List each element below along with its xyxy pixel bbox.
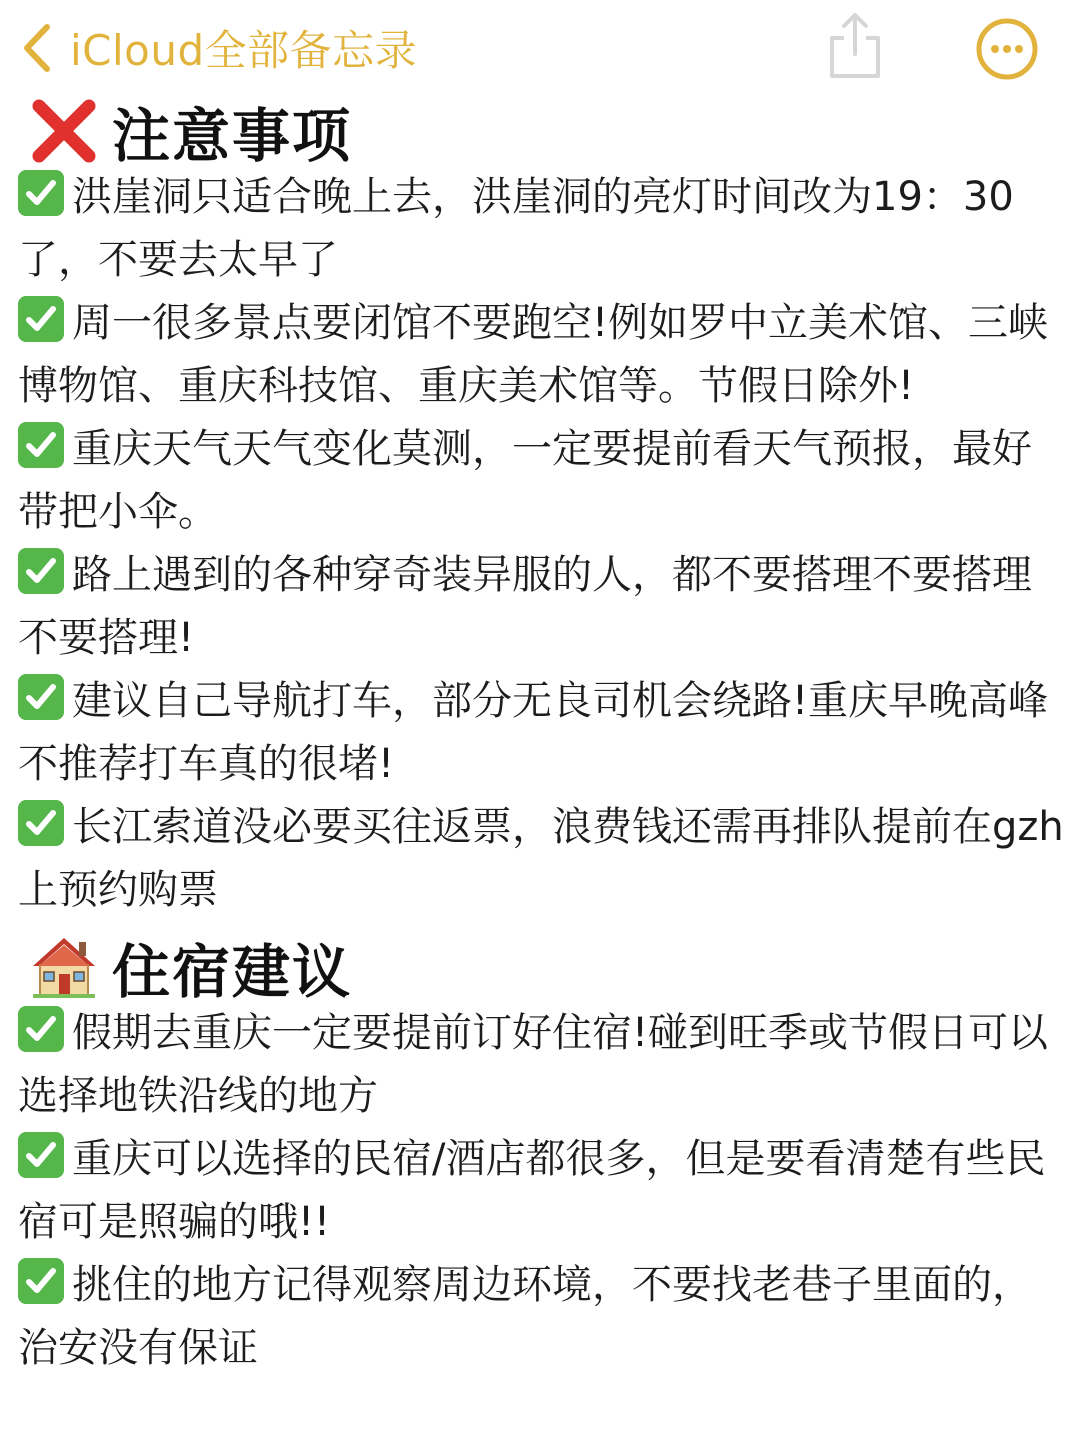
section-accommodation — [18, 932, 1070, 1380]
back-label: iCloud全部备忘录 — [70, 26, 418, 75]
list-item: 建议自己导航打车，部分无良司机会绕路!重庆早晚高峰不推荐打车真的很堵! — [18, 670, 1070, 796]
more-ellipsis-icon — [974, 16, 1040, 82]
check-mark-button-icon — [18, 800, 64, 846]
check-mark-button-icon — [18, 548, 64, 594]
list-item: 长江索道没必要买往返票，浪费钱还需再排队提前在gzh上预约购票 — [18, 796, 1070, 922]
more-button[interactable] — [974, 16, 1040, 82]
list-item: 周一很多景点要闭馆不要跑空!例如罗中立美术馆、三峡博物馆、重庆科技馆、重庆美术馆等。节假日除外! — [18, 292, 1070, 418]
note-body[interactable] — [18, 92, 1070, 1380]
list-item: 假期去重庆一定要提前订好住宿!碰到旺季或节假日可以选择地铁沿线的地方 — [18, 1002, 1070, 1128]
check-mark-button-icon — [18, 170, 64, 216]
check-mark-button-icon — [18, 296, 64, 342]
check-mark-button-icon — [18, 1258, 64, 1304]
back-button[interactable] — [14, 18, 417, 78]
cross-mark-icon — [26, 96, 102, 166]
check-mark-button-icon — [18, 1006, 64, 1052]
chevron-left-icon — [14, 18, 58, 78]
list-item: 路上遇到的各种穿奇装异服的人，都不要搭理不要搭理不要搭理! — [18, 544, 1070, 670]
section-precautions — [18, 96, 1070, 922]
section-heading — [18, 96, 1070, 170]
section-title: 注意事项 — [112, 102, 353, 170]
navigation-bar — [0, 0, 1080, 92]
list-item: 洪崖洞只适合晚上去，洪崖洞的亮灯时间改为19：30了，不要去太早了 — [18, 166, 1070, 292]
list-item: 挑住的地方记得观察周边环境，不要找老巷子里面的，治安没有保证 — [18, 1254, 1070, 1380]
list-item: 重庆可以选择的民宿/酒店都很多，但是要看清楚有些民宿可是照骗的哦!! — [18, 1128, 1070, 1254]
check-mark-button-icon — [18, 1132, 64, 1178]
house-icon — [26, 932, 102, 1002]
check-mark-button-icon — [18, 674, 64, 720]
section-heading — [18, 932, 1070, 1006]
share-icon — [822, 10, 888, 82]
section-title: 住宿建议 — [112, 938, 353, 1006]
list-item: 重庆天气天气变化莫测，一定要提前看天气预报，最好带把小伞。 — [18, 418, 1070, 544]
share-button[interactable] — [822, 10, 888, 82]
check-mark-button-icon — [18, 422, 64, 468]
